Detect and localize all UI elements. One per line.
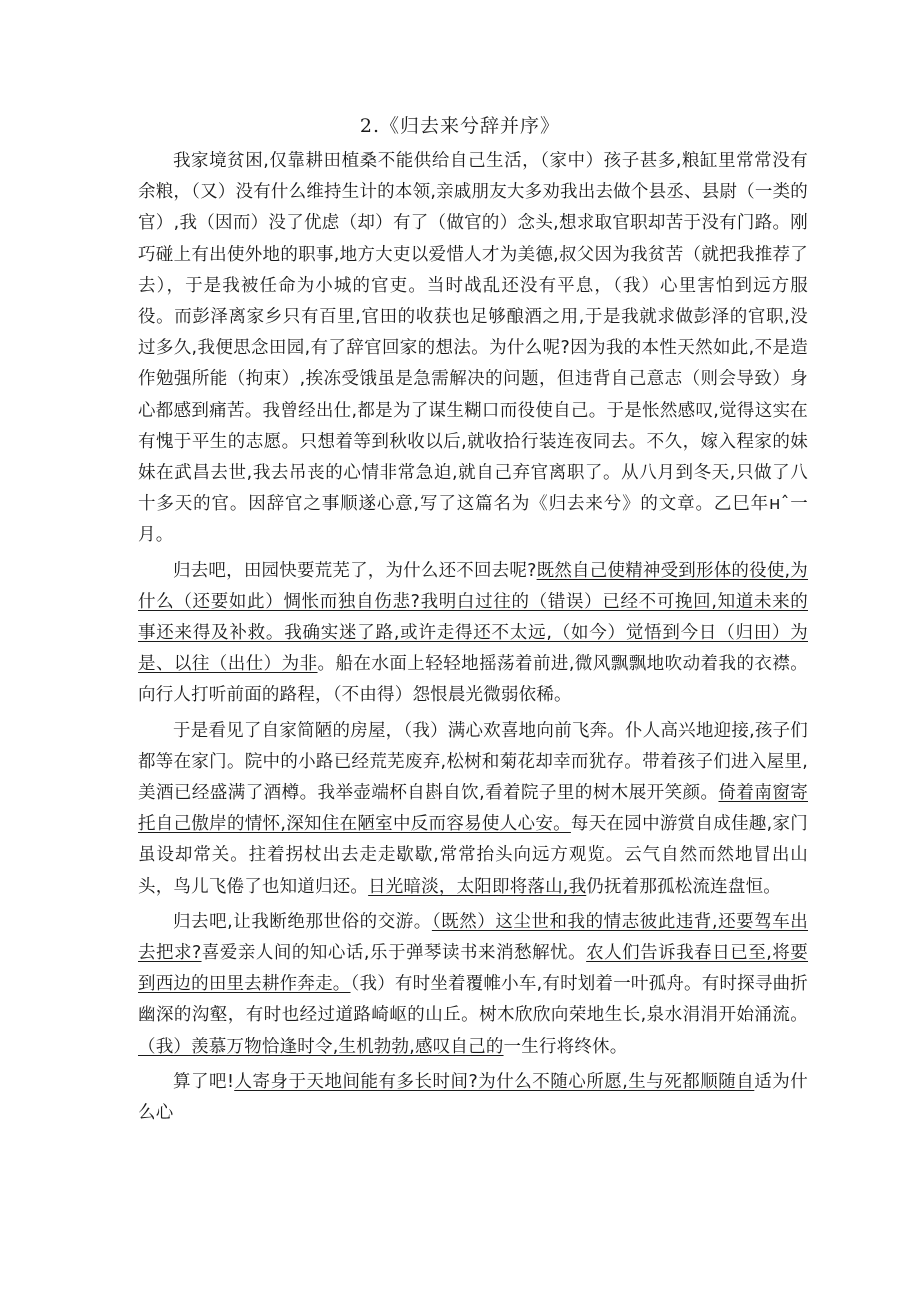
document-body (138, 146, 808, 1133)
underlined-text-segment: 倚着南窗寄托自己傲岸的情怀,深知住在陋室中反而容易使人心安。 (138, 783, 808, 835)
text-segment: 。船在水面上轻轻地摇荡着前进,微风飘飘地吹动着我的衣襟。向行人打听前面的路程，（不由得）怨恨晨光微弱依稀。 (138, 654, 808, 706)
underlined-text-segment: 人寄身于天地间能有多长时间?为什么不随心所愿,生与死都顺随自 (234, 1071, 755, 1092)
text-segment: 一生行将终休。 (503, 1036, 628, 1057)
text-segment: 喜爱亲人间的知心话,乐于弹琴读书来消愁解忧。 (201, 943, 587, 964)
text-segment: 归去吧，田园快要荒芜了，为什么还不回去呢? (173, 560, 537, 581)
underlined-text-segment: （我）羡慕万物恰逢时令,生机勃勃,感叹自己的 (138, 1036, 504, 1057)
underlined-text-segment: 农人们告诉我春日已至,将要到西边的田里去耕作奔走。 (138, 943, 809, 995)
text-segment: 归去吧,让我断绝那世俗的交游。 (173, 911, 432, 932)
paragraph (138, 146, 808, 552)
paragraph (138, 716, 808, 903)
underlined-text-segment: 既然自己使精神受到形体的役使,为什么（还要如此）惆怅而独自伤悲?我明白过往的（错误）已经不可挽回,知道未来的事还来得及补救。我确实迷了路,或许走得还不太远,（如今）觉悟到今日（归田）为是、以往（出仕）为非 (138, 560, 808, 675)
paragraph (138, 907, 808, 1063)
text-segment: 仍抚着那孤松流连盘恒。 (586, 876, 781, 897)
paragraph (138, 1067, 808, 1129)
paragraph (138, 556, 808, 712)
text-segment: 于是看见了自家简陋的房屋，（我）满心欢喜地向前飞奔。仆人高兴地迎接,孩子们都等在家门。院中的小路已经荒芜废弃,松树和菊花却幸而犹存。带着孩子们进入屋里,美酒已经盛满了酒樽。我举壶端杯自斟自饮,看着院子里的树木展开笑颜。 (138, 720, 808, 804)
text-segment: 算了吧! (173, 1071, 235, 1092)
underlined-text-segment: 日光暗淡，太阳即将落山,我 (368, 876, 587, 897)
text-segment: 适为什么心 (138, 1071, 808, 1124)
text-segment: 每天在园中游赏自成佳趣,家门虽设却常关。拄着拐杖出去走走歇歇,常常抬头向远方观览。云气自然而然地冒出山头，鸟儿飞倦了也知道归还。 (138, 814, 808, 897)
text-segment: 我家境贫困,仅靠耕田植桑不能供给自己生活，（家中）孩子甚多,粮缸里常常没有余粮，（又）没有什么维持生计的本领,亲戚朋友大多劝我出去做个县丞、县尉（一类的官）,我（因而）没了优虑（却）有了（做官的）念头,想求取官职却苦于没有门路。刚巧碰上有出使外地的职事,地方大吏以爱惜人才为美德,叔父因为我贫苦（就把我推荐了去），于是我被任命为小城的官吏。当时战乱还没有平息，（我）心里害怕到远方服役。而彭泽离家乡只有百里,官田的收获也足够酿酒之用,于是我就求做彭泽的官职,没过多久,我便思念田园,有了辞官回家的想法。为什么呢?因为我的本性天然如此,不是造作勉强所能（拘束）,挨冻受饿虽是急需解决的问题，但违背自己意志（则会导致）身心都感到痛苦。我曾经出仕,都是为了谋生糊口而役使自己。于是怅然感叹,觉得这实在有愧于平生的志愿。只想着等到秋收以后,就收拾行装连夜同去。不久，嫁入程家的妹妹在武昌去世,我去吊丧的心情非常急迫,就自己弃官离职了。从八月到冬天,只做了八十多天的官。因辞官之事顺遂心意,写了这篇名为《归去来兮》的文章。乙巳年ʜˆ一月。 (138, 151, 808, 546)
document-title: 2.《归去来兮辞并序》 (359, 115, 561, 137)
underlined-text-segment: （既然）这尘世和我的情志彼此违背,还要驾车出去把求? (138, 911, 809, 964)
text-segment: （我）有时坐着覆帷小车,有时划着一叶孤舟。有时探寻曲折幽深的沟壑，有时也经过道路崎岖的山丘。树木欣欣向荣地生长,泉水涓涓开始涌流。 (138, 974, 808, 1026)
